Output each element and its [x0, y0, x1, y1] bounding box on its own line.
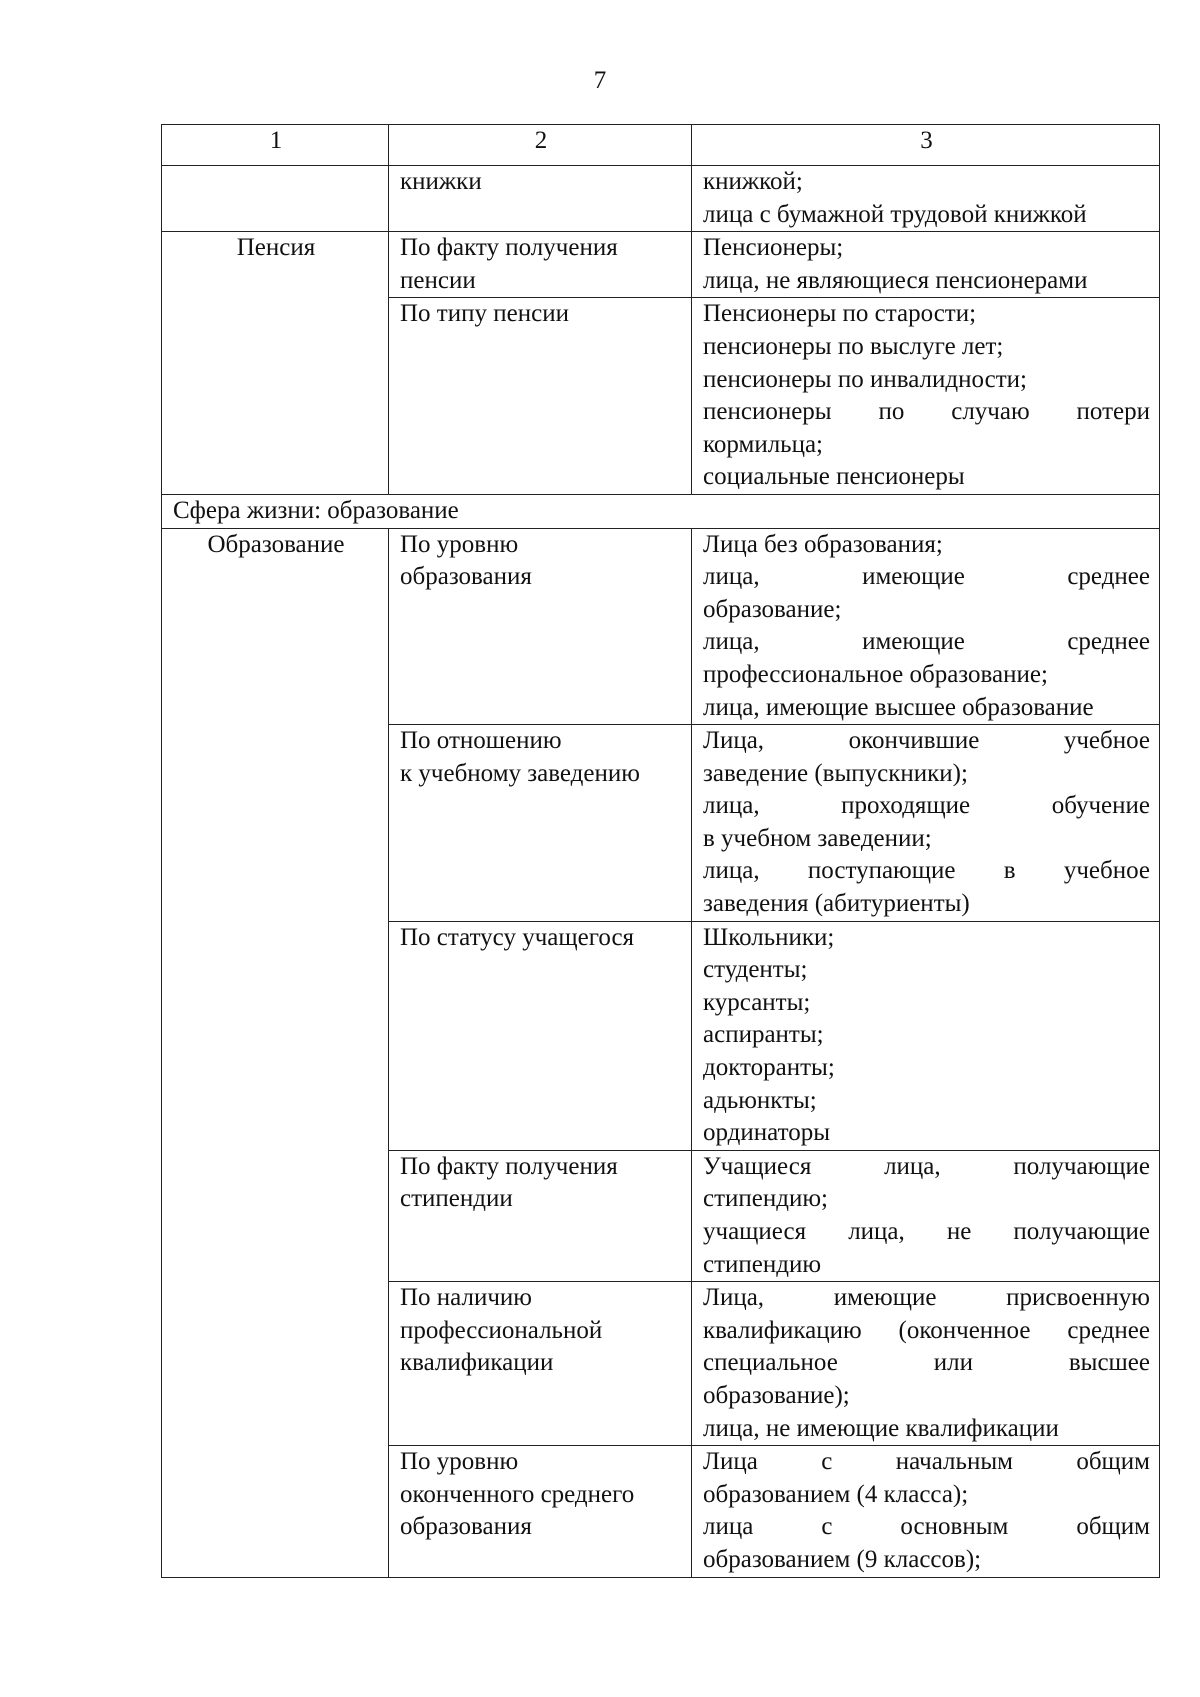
- cell-line: пенсионеры по случаю потери: [703, 398, 1150, 426]
- cell-line: книжкой;: [703, 168, 803, 195]
- cell-line: к учебному заведению: [400, 759, 640, 787]
- cell-line: лица с основным общим: [703, 1513, 1150, 1541]
- data-table: [161, 124, 1160, 1578]
- cell-line: По отношению: [400, 727, 562, 755]
- row-values-cell: [692, 528, 1160, 725]
- cell-line: По факту получения: [400, 234, 618, 262]
- cell-line: лица, проходящие обучение: [703, 792, 1150, 820]
- cell-line: профессиональное образование;: [703, 660, 1048, 688]
- cell-line: Лица, имеющие присвоенную: [703, 1284, 1150, 1312]
- cell-line: образования: [400, 1513, 532, 1541]
- cell-line: квалификации: [400, 1349, 554, 1377]
- cell-line: образование);: [703, 1381, 850, 1409]
- cell-line: докторанты;: [703, 1054, 835, 1082]
- row-values-cell: [692, 1282, 1160, 1446]
- row-values-cell: [692, 921, 1160, 1150]
- cell-line: профессиональной: [400, 1316, 603, 1344]
- cell-line: стипендию;: [703, 1185, 828, 1213]
- cell-line: стипендии: [400, 1185, 513, 1213]
- cell-line: По уровню: [400, 530, 519, 558]
- cell-line: лица, не имеющие квалификации: [703, 1414, 1059, 1442]
- row-values-cell: [692, 1150, 1160, 1281]
- cell-line: стипендию: [703, 1250, 822, 1278]
- cell-line: По факту получения: [400, 1152, 618, 1180]
- row-criterion-cell: [389, 725, 692, 922]
- cell-line: Лица, окончившие учебное: [703, 727, 1150, 755]
- cell-line: Пенсионеры;: [703, 234, 844, 262]
- row-criterion-cell: [389, 1282, 692, 1446]
- row-values-cell: [692, 1446, 1160, 1577]
- row-criterion-cell: [389, 921, 692, 1150]
- cell-line: курсанты;: [703, 988, 811, 1016]
- cell-line: образованием (9 классов);: [703, 1545, 982, 1573]
- cell-line: лица с бумажной трудовой книжкой: [703, 200, 1087, 228]
- row-criterion-cell: [389, 528, 692, 725]
- cell-line: пенсионеры по инвалидности;: [703, 365, 1027, 393]
- row-category-cell: [162, 166, 389, 232]
- cell-line: адьюнкты;: [703, 1086, 817, 1114]
- row-criterion-cell: [389, 1150, 692, 1281]
- cell-line: лица, имеющие высшее образование: [703, 693, 1094, 721]
- cell-line: лица, имеющие среднее: [703, 628, 1150, 656]
- row-criterion-cell: [389, 298, 692, 495]
- cell-line: образованием (4 класса);: [703, 1480, 969, 1508]
- cell-line: ординаторы: [703, 1119, 830, 1147]
- cell-line: Учащиеся лица, получающие: [703, 1152, 1150, 1180]
- cell-line: По уровню: [400, 1448, 519, 1476]
- table-row: [162, 166, 1160, 232]
- table-header-row: [162, 125, 1160, 166]
- row-category-cell: Образование: [162, 528, 389, 1577]
- column-header-1: 1: [162, 125, 389, 166]
- row-values-cell: [692, 232, 1160, 298]
- cell-line: Лица с начальным общим: [703, 1448, 1150, 1476]
- row-category-cell: Пенсия: [162, 232, 389, 495]
- table-row: [162, 232, 1160, 298]
- cell-line: заведения (абитуриенты): [703, 890, 970, 918]
- cell-line: студенты;: [703, 956, 808, 984]
- section-title: Сфера жизни: образование: [162, 494, 1160, 528]
- cell-line: книжки: [400, 168, 482, 195]
- cell-line: кормильца;: [703, 430, 823, 458]
- row-values-cell: [692, 166, 1160, 232]
- cell-line: лица, поступающие в учебное: [703, 857, 1150, 885]
- column-header-2: 2: [389, 125, 692, 166]
- cell-line: заведение (выпускники);: [703, 759, 968, 787]
- cell-line: По типу пенсии: [400, 300, 569, 328]
- cell-line: специальное или высшее: [703, 1349, 1150, 1377]
- row-criterion-cell: [389, 1446, 692, 1577]
- row-values-cell: [692, 725, 1160, 922]
- row-criterion-cell: [389, 232, 692, 298]
- cell-line: оконченного среднего: [400, 1480, 635, 1508]
- cell-line: образование;: [703, 595, 842, 623]
- cell-line: Пенсионеры по старости;: [703, 300, 977, 328]
- cell-line: По статусу учащегося: [400, 923, 635, 951]
- cell-line: лица, не являющиеся пенсионерами: [703, 266, 1088, 294]
- cell-line: По наличию: [400, 1284, 532, 1312]
- page-number: 7: [593, 67, 607, 94]
- cell-line: в учебном заведении;: [703, 824, 932, 852]
- table-row: [162, 528, 1160, 725]
- row-criterion-cell: [389, 166, 692, 232]
- section-row: [162, 494, 1160, 528]
- cell-line: пенсионеры по выслуге лет;: [703, 332, 1004, 360]
- cell-line: пенсии: [400, 266, 476, 294]
- column-header-3: 3: [692, 125, 1160, 166]
- cell-line: учащиеся лица, не получающие: [703, 1218, 1150, 1245]
- cell-line: Лица без образования;: [703, 530, 943, 558]
- cell-line: Школьники;: [703, 923, 835, 951]
- cell-line: квалификацию (оконченное среднее: [703, 1316, 1150, 1344]
- row-values-cell: [692, 298, 1160, 495]
- cell-line: социальные пенсионеры: [703, 463, 965, 491]
- cell-line: лица, имеющие среднее: [703, 563, 1150, 591]
- cell-line: образования: [400, 563, 532, 591]
- cell-line: аспиранты;: [703, 1021, 824, 1049]
